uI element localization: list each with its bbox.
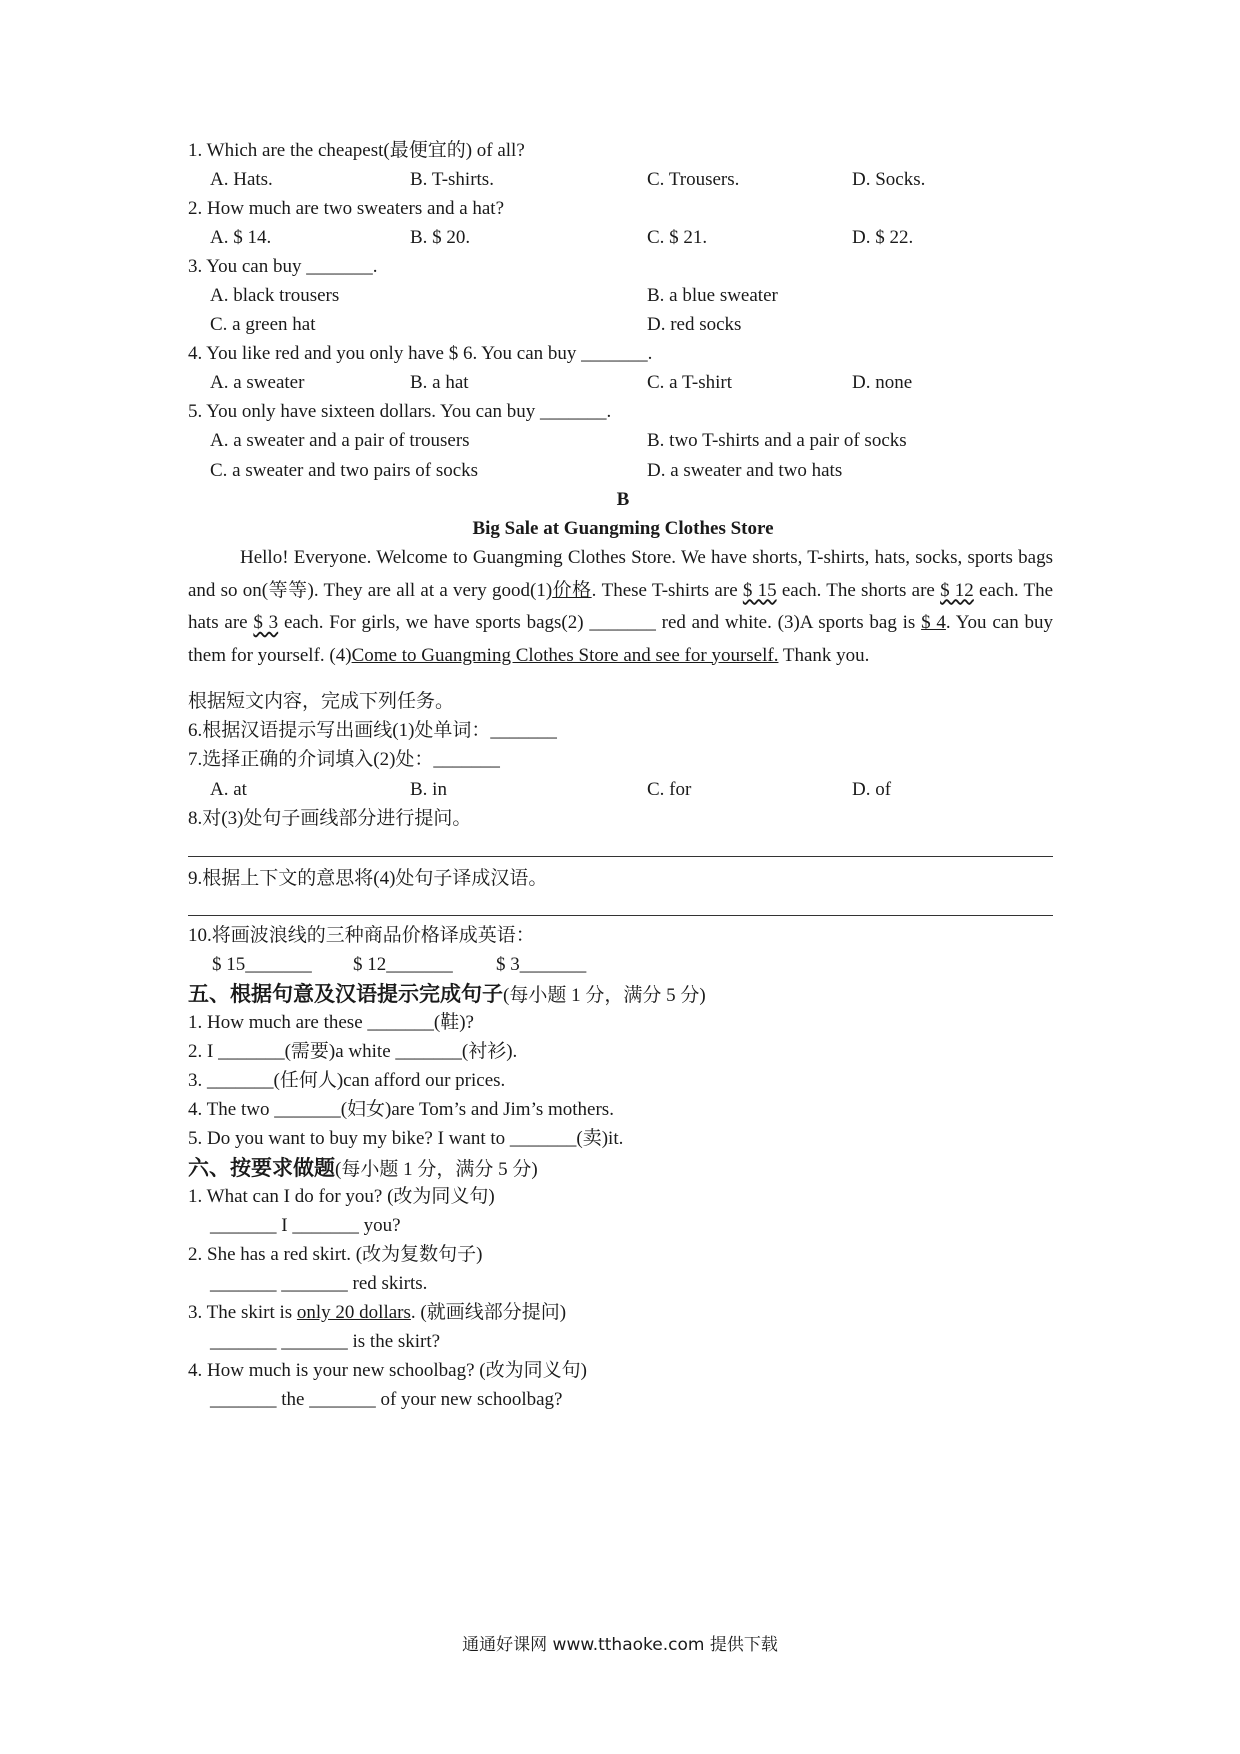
- passage-seg: . You can buy them for yourself. (4): [188, 612, 1053, 666]
- s6-item-3-underlined: only 20 dollars: [296, 1302, 411, 1323]
- option-d[interactable]: D. Socks.: [852, 169, 926, 190]
- s5-item-2: 2. I _______(需要)a white _______(衬衫).: [188, 1041, 518, 1062]
- option-b[interactable]: B. in: [410, 779, 447, 800]
- passage-seg: each. For girls, we have sports bags(2) _______ red and white. (3)A sports bag is: [278, 612, 922, 633]
- s6-item-3: [188, 1299, 1058, 1327]
- price-12-blank[interactable]: $ 12_______: [353, 954, 453, 975]
- passage-seg: Thank you.: [778, 644, 870, 666]
- s6-item-2-answer[interactable]: _______ _______ red skirts.: [210, 1273, 428, 1294]
- section-5-note: (每小题 1 分，满分 5 分): [503, 985, 706, 1006]
- option-c[interactable]: C. $ 21.: [647, 227, 708, 248]
- price-3-blank[interactable]: $ 3_______: [496, 954, 587, 975]
- question-8: 8.对(3)处句子画线部分进行提问。: [188, 808, 472, 829]
- option-a[interactable]: A. a sweater and a pair of trousers: [210, 430, 470, 451]
- underlined-price-4: $ 4: [921, 612, 946, 633]
- option-c[interactable]: C. for: [647, 779, 692, 800]
- passage-seg: each. The shorts are: [776, 579, 941, 601]
- passage-seg: Hello! Everyone. Welcome to Guangming Clothes Store. We have shorts, T-shirts, hats, socks, sports bags and so on(等等). They are all at a very good(1): [188, 547, 1053, 601]
- answer-line-8[interactable]: [188, 856, 1053, 857]
- section-5-heading: 五、根据句意及汉语提示完成句子: [188, 982, 503, 1006]
- s6-item-3-post: . (就画线部分提问): [410, 1302, 567, 1323]
- option-a[interactable]: A. at: [210, 779, 247, 800]
- wavy-price-12: $ 12: [940, 579, 974, 601]
- section-6-header: [188, 1154, 1058, 1184]
- s6-item-2: 2. She has a red skirt. (改为复数句子): [188, 1244, 483, 1265]
- price-15-blank[interactable]: $ 15_______: [212, 954, 312, 975]
- option-d[interactable]: D. a sweater and two hats: [647, 460, 843, 481]
- question-2-stem: 2. How much are two sweaters and a hat?: [188, 198, 505, 219]
- option-b[interactable]: B. a blue sweater: [647, 285, 778, 306]
- question-7-stem: 7.选择正确的介词填入(2)处：_______: [188, 749, 500, 770]
- underlined-sentence-4: Come to Guangming Clothes Store and see for yourself.: [351, 644, 779, 666]
- question-4-stem: 4. You like red and you only have $ 6. You can buy _______.: [188, 343, 653, 364]
- s6-item-1: 1. What can I do for you? (改为同义句): [188, 1186, 495, 1207]
- answer-line-9[interactable]: [188, 915, 1053, 916]
- option-a[interactable]: A. black trousers: [210, 285, 340, 306]
- underlined-price-word: 价格: [552, 579, 592, 601]
- option-a[interactable]: A. $ 14.: [210, 227, 272, 248]
- option-c[interactable]: C. a sweater and two pairs of socks: [210, 460, 479, 481]
- option-c[interactable]: C. a green hat: [210, 314, 316, 335]
- option-b[interactable]: B. T-shirts.: [410, 169, 494, 190]
- question-5-stem: 5. You only have sixteen dollars. You can buy _______.: [188, 401, 612, 422]
- section-5-header: [188, 980, 1058, 1010]
- s5-item-3: 3. _______(任何人)can afford our prices.: [188, 1070, 506, 1091]
- passage-seg: . These T-shirts are: [591, 579, 743, 601]
- section-6-heading: 六、按要求做题: [188, 1156, 335, 1180]
- section-6-note: (每小题 1 分，满分 5 分): [335, 1159, 538, 1180]
- option-b[interactable]: B. $ 20.: [410, 227, 471, 248]
- s6-item-3-pre: 3. The skirt is: [188, 1302, 297, 1323]
- question-10: 10.将画波浪线的三种商品价格译成英语：: [188, 925, 535, 946]
- question-6: 6.根据汉语提示写出画线(1)处单词：_______: [188, 720, 557, 741]
- passage: [188, 542, 1053, 672]
- question-1-stem: 1. Which are the cheapest(最便宜的) of all?: [188, 140, 525, 161]
- option-c[interactable]: C. a T-shirt: [647, 372, 732, 393]
- s6-item-4: 4. How much is your new schoolbag? (改为同义句): [188, 1360, 587, 1381]
- task-instruction: 根据短文内容，完成下列任务。: [188, 691, 455, 712]
- s5-item-1: 1. How much are these _______(鞋)?: [188, 1012, 474, 1033]
- passage-seg: each. The hats are: [188, 579, 1054, 633]
- option-a[interactable]: A. a sweater: [210, 372, 305, 393]
- option-d[interactable]: D. red socks: [647, 314, 742, 335]
- option-b[interactable]: B. a hat: [410, 372, 469, 393]
- option-d[interactable]: D. of: [852, 779, 892, 800]
- passage-title: Big Sale at Guangming Clothes Store: [472, 518, 774, 539]
- s5-item-4: 4. The two _______(妇女)are Tom’s and Jim’s mothers.: [188, 1099, 614, 1120]
- question-9: 9.根据上下文的意思将(4)处句子译成汉语。: [188, 868, 548, 889]
- s6-item-1-answer[interactable]: _______ I _______ you?: [210, 1215, 401, 1236]
- wavy-price-3: $ 3: [253, 612, 279, 633]
- passage-text: [188, 542, 1053, 672]
- option-b[interactable]: B. two T-shirts and a pair of socks: [647, 430, 907, 451]
- option-d[interactable]: D. none: [852, 372, 913, 393]
- option-a[interactable]: A. Hats.: [210, 169, 273, 190]
- section-letter-b: B: [616, 489, 630, 510]
- s6-item-4-answer[interactable]: _______ the _______ of your new schoolbag?: [210, 1389, 563, 1410]
- s6-item-3-answer[interactable]: _______ _______ is the skirt?: [210, 1331, 441, 1352]
- page-footer: 通通好课网 www.tthaoke.com 提供下载: [462, 1635, 778, 1655]
- option-d[interactable]: D. $ 22.: [852, 227, 914, 248]
- s5-item-5: 5. Do you want to buy my bike? I want to _______(卖)it.: [188, 1128, 624, 1149]
- question-3-stem: 3. You can buy _______.: [188, 256, 378, 277]
- wavy-price-15: $ 15: [742, 579, 777, 601]
- option-c[interactable]: C. Trousers.: [647, 169, 740, 190]
